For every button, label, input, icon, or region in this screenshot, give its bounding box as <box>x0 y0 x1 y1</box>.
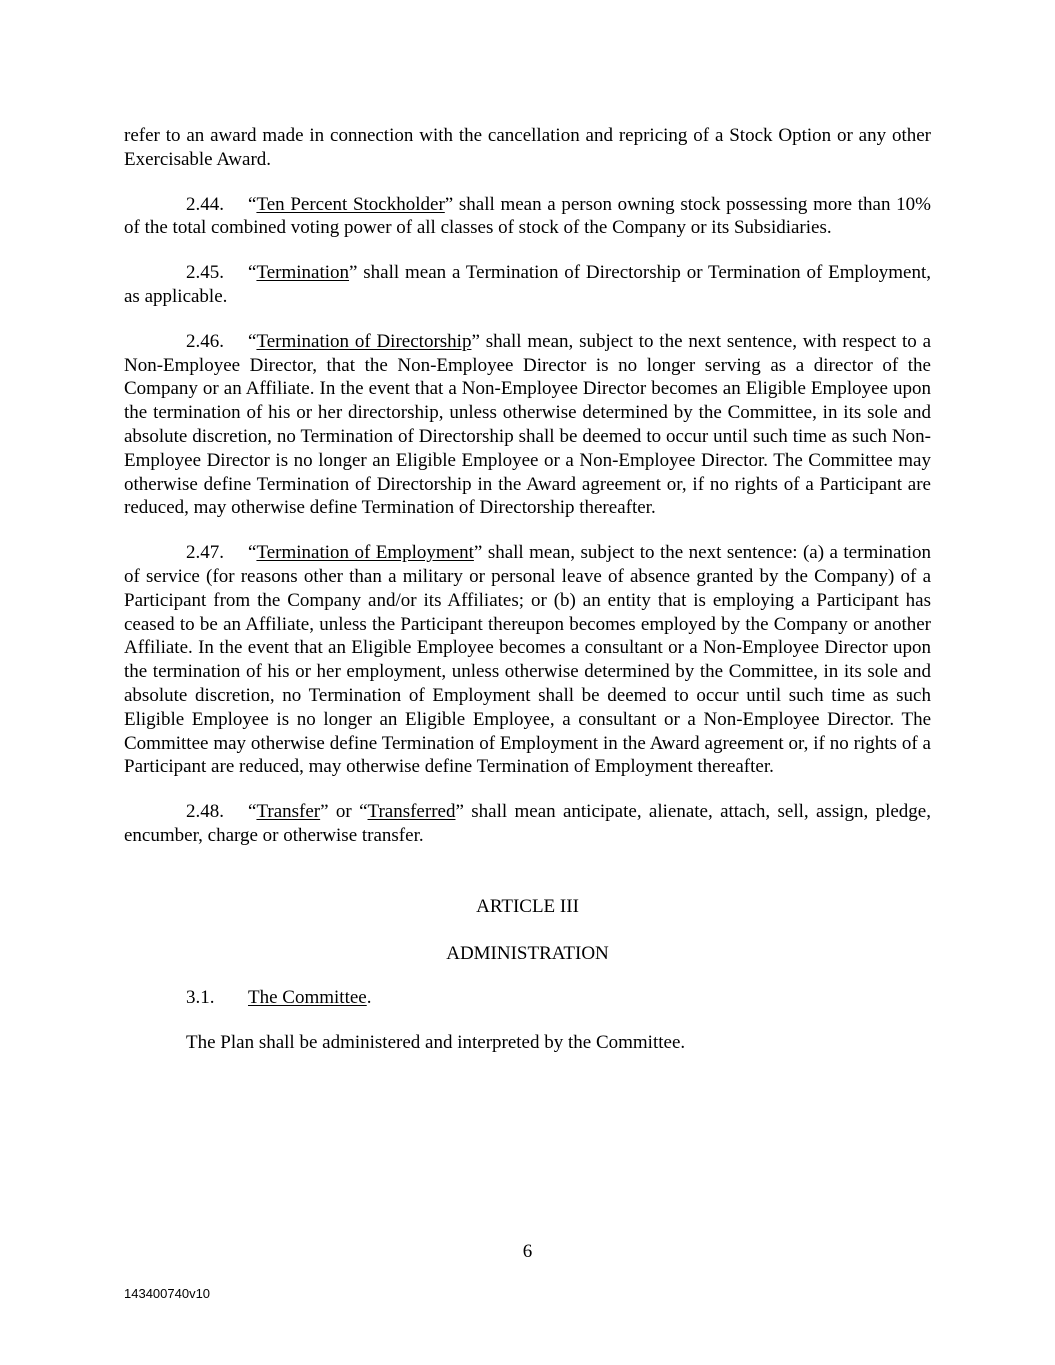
definition-number: 2.47. <box>186 542 224 564</box>
defined-term: Ten Percent Stockholder <box>256 193 445 215</box>
definition-2-47 <box>124 541 931 779</box>
open-quote: “ <box>248 542 257 564</box>
defined-term: Termination of Employment <box>256 542 474 564</box>
definition-2-44 <box>124 193 931 241</box>
open-quote: “ <box>248 801 257 823</box>
continuation-paragraph: refer to an award made in connection with the cancellation and repricing of a Stock Option or any other Exercisable Award. <box>124 125 931 170</box>
section-title: The Committee <box>248 987 367 1009</box>
section-3-1-text: The Plan shall be administered and interpreted by the Committee. <box>186 1032 686 1054</box>
defined-term-transfer: Transfer <box>256 801 321 823</box>
defined-term: Termination <box>256 262 350 284</box>
defined-term: Termination of Directorship <box>256 330 472 352</box>
open-quote: “ <box>248 193 257 215</box>
definition-2-45 <box>124 261 931 309</box>
open-quote: “ <box>248 262 257 284</box>
definition-text: shall mean anticipate, alienate, attach, sell, assign, pledge, encumber, charge or otherwise transfer. <box>124 801 931 846</box>
section-number: 3.1. <box>186 987 215 1009</box>
quote-separator: ” or “ <box>320 801 368 823</box>
article-heading: ARTICLE III <box>476 895 579 917</box>
document-id: 143400740v10 <box>124 1286 211 1301</box>
definition-text: shall mean a person owning stock possessing more than 10% of the total combined voting power of all classes of stock of the Company or its Subsidiaries. <box>124 193 931 239</box>
section-3-1-heading <box>124 986 931 1010</box>
close-quote: ” <box>455 801 464 823</box>
definition-2-46 <box>124 330 931 520</box>
document-body <box>124 124 931 1055</box>
close-quote: ” <box>471 330 480 352</box>
close-quote: ” <box>473 542 483 564</box>
open-quote: “ <box>248 330 257 352</box>
definition-text: shall mean, subject to the next sentence, with respect to a Non-Employee Director, that the Non-Employee Director is no longer serving as a director of the Company or an Affiliate. In the event that a Non-Employee Director becomes an Eligible Employee upon the termination of his or her directorship, unless otherwise determined by the Committee, in its sole and absolute discretion, no Termination of Directorship shall be deemed to occur until such time as such Non-Employee Director is no longer an Eligible Employee or a Non-Employee Director. The Committee may otherwise define Termination of Directorship in the Award agreement or, if no rights of a Participant are reduced, may otherwise define Termination of Directorship thereafter. <box>124 330 932 519</box>
close-quote: ” <box>349 262 358 284</box>
definition-text: shall mean, subject to the next sentence: (a) a termination of service (for reasons other than a military or personal leave of absence granted by the Company) of a Participant from the Company and/or its Affiliates; or (b) an entity that is employing a Participant has ceased to be an Affiliate, unless the Participant thereupon becomes employed by the Company or another Affiliate. In the event that an Eligible Employee becomes a consultant or a Non-Employee Director upon the termination of his or her employment, unless otherwise determined by the Committee, in its sole and absolute discretion, no Termination of Employment shall be deemed to occur until such time as such Eligible Employee is no longer an Eligible Employee, a consultant or a Non-Employee Director. The Committee may otherwise define Termination of Employment in the Award agreement or, if no rights of a Participant are reduced, may otherwise define Termination of Employment thereafter. <box>124 542 931 778</box>
definition-number: 2.44. <box>186 193 224 215</box>
defined-term-transferred: Transferred <box>367 801 456 823</box>
article-title: ADMINISTRATION <box>446 942 609 964</box>
close-quote: ” <box>444 193 454 215</box>
definition-number: 2.46. <box>186 330 224 352</box>
definition-number: 2.45. <box>186 262 224 284</box>
definition-text: shall mean a Termination of Directorship or Termination of Employment, as applicable. <box>124 262 931 307</box>
section-period: . <box>366 987 372 1009</box>
page-number: 6 <box>522 1241 533 1262</box>
definition-2-48 <box>124 800 931 848</box>
definition-number: 2.48. <box>186 801 224 823</box>
